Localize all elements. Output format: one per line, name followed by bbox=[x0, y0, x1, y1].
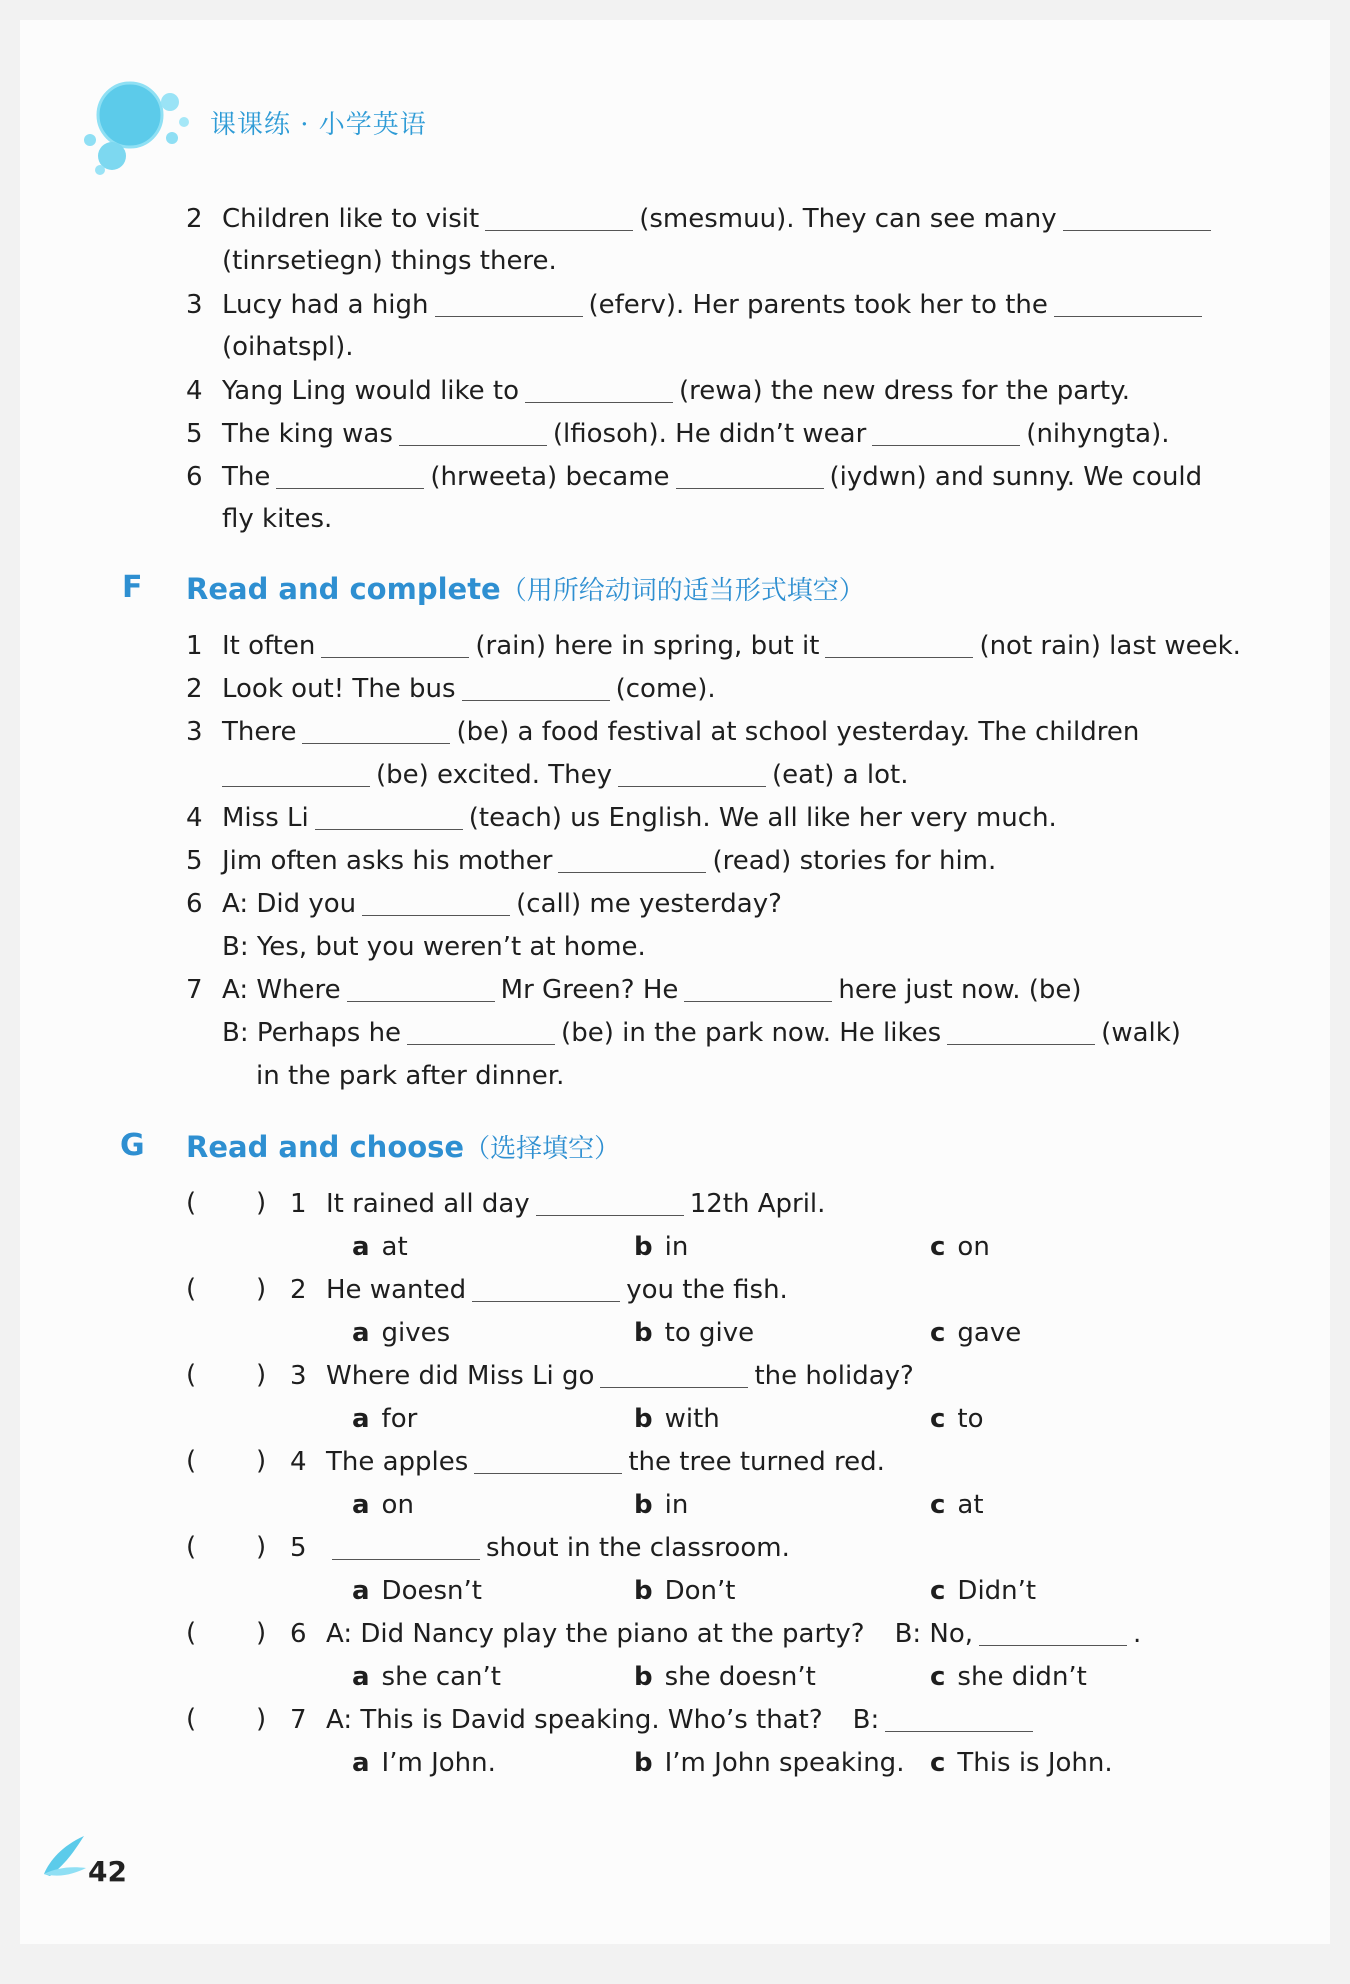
question-text: the holiday? bbox=[754, 1361, 914, 1391]
option-text: on bbox=[957, 1232, 990, 1262]
section-letter: F bbox=[122, 570, 143, 605]
answer-paren-open: ( bbox=[186, 1188, 197, 1218]
answer-blank[interactable] bbox=[399, 415, 547, 446]
question-stem bbox=[290, 1355, 914, 1397]
question-text: shout in the classroom. bbox=[486, 1533, 790, 1563]
answer-paren-close: ) bbox=[256, 1188, 267, 1218]
option-text: Doesn’t bbox=[381, 1576, 482, 1606]
list-item-cont: B: Yes, but you weren’t at home. bbox=[222, 932, 646, 962]
question-number: 7 bbox=[290, 1705, 307, 1735]
list-item-cont: fly kites. bbox=[222, 504, 333, 534]
answer-paren-close: ) bbox=[256, 1532, 267, 1562]
option-letter: b bbox=[634, 1232, 653, 1262]
option-c[interactable] bbox=[930, 1232, 990, 1262]
list-item: 2 Children like to visit (smesmuu). They can see many bbox=[186, 198, 1217, 240]
answer-paren-open: ( bbox=[186, 1532, 197, 1562]
answer-blank[interactable] bbox=[979, 1615, 1127, 1646]
list-item: 3 There (be) a food festival at school yesterday. The children bbox=[186, 711, 1139, 753]
option-c[interactable] bbox=[930, 1318, 1021, 1348]
option-letter: c bbox=[930, 1232, 946, 1262]
option-letter: c bbox=[930, 1404, 946, 1434]
answer-blank[interactable] bbox=[474, 1443, 622, 1474]
option-b[interactable] bbox=[634, 1232, 688, 1262]
option-text: to give bbox=[664, 1318, 755, 1348]
section-letter: G bbox=[120, 1128, 145, 1163]
answer-blank[interactable] bbox=[600, 1357, 748, 1388]
answer-blank[interactable] bbox=[462, 670, 610, 701]
option-a[interactable] bbox=[352, 1232, 408, 1262]
option-text: gives bbox=[381, 1318, 451, 1348]
option-text: in bbox=[664, 1490, 689, 1520]
option-letter: a bbox=[352, 1748, 370, 1778]
question-number: 2 bbox=[290, 1275, 307, 1305]
question-number: 3 bbox=[290, 1361, 307, 1391]
question-text: 12th April. bbox=[689, 1189, 826, 1219]
option-letter: c bbox=[930, 1490, 946, 1520]
list-item: 5 Jim often asks his mother (read) stories for him. bbox=[186, 840, 996, 882]
list-item: 5 The king was (lfiosoh). He didn’t wear (nihyngta). bbox=[186, 413, 1170, 455]
section-title: Read and choose（选择填空） bbox=[186, 1130, 621, 1164]
option-letter: b bbox=[634, 1576, 653, 1606]
option-a[interactable] bbox=[352, 1318, 450, 1348]
option-b[interactable] bbox=[634, 1662, 816, 1692]
question-text: B: bbox=[852, 1705, 880, 1735]
list-item-cont: B: Perhaps he (be) in the park now. He likes (walk) bbox=[222, 1012, 1181, 1054]
list-item: 4 Miss Li (teach) us English. We all like her very much. bbox=[186, 797, 1057, 839]
option-text: for bbox=[381, 1404, 418, 1434]
leaf-icon bbox=[40, 1830, 90, 1880]
option-b[interactable] bbox=[634, 1490, 688, 1520]
option-b[interactable] bbox=[634, 1404, 720, 1434]
section-title: Read and complete（用所给动词的适当形式填空） bbox=[186, 572, 865, 606]
option-text: at bbox=[381, 1232, 408, 1262]
option-text: at bbox=[957, 1490, 984, 1520]
option-c[interactable] bbox=[930, 1748, 1113, 1778]
option-text: to bbox=[957, 1404, 984, 1434]
list-item: 6 A: Did you (call) me yesterday? bbox=[186, 883, 782, 925]
option-c[interactable] bbox=[930, 1490, 984, 1520]
answer-blank[interactable] bbox=[825, 627, 973, 658]
answer-slot[interactable] bbox=[206, 1704, 250, 1738]
list-item: 1 It often (rain) here in spring, but it (not rain) last week. bbox=[186, 625, 1241, 667]
answer-paren-open: ( bbox=[186, 1618, 197, 1648]
question-text: The apples bbox=[326, 1447, 469, 1477]
question-text: Where did Miss Li go bbox=[326, 1361, 595, 1391]
option-text: on bbox=[381, 1490, 414, 1520]
answer-blank[interactable] bbox=[222, 756, 370, 787]
question-text: B: No, bbox=[894, 1619, 974, 1649]
page-number: 42 bbox=[88, 1855, 127, 1888]
question-number: 4 bbox=[290, 1447, 307, 1477]
answer-blank[interactable] bbox=[558, 842, 706, 873]
option-a[interactable] bbox=[352, 1748, 496, 1778]
question-text: you the fish. bbox=[626, 1275, 788, 1305]
option-text: she doesn’t bbox=[664, 1662, 816, 1692]
answer-paren-open: ( bbox=[186, 1704, 197, 1734]
option-a[interactable] bbox=[352, 1404, 417, 1434]
option-text: in bbox=[664, 1232, 689, 1262]
list-item-cont: in the park after dinner. bbox=[256, 1061, 565, 1091]
answer-slot[interactable] bbox=[206, 1188, 250, 1222]
option-letter: a bbox=[352, 1232, 370, 1262]
list-item: 2 Look out! The bus (come). bbox=[186, 668, 716, 710]
answer-blank[interactable] bbox=[276, 458, 424, 489]
option-c[interactable] bbox=[930, 1404, 984, 1434]
option-b[interactable] bbox=[634, 1748, 904, 1778]
question-number: 1 bbox=[290, 1189, 307, 1219]
question-stem bbox=[290, 1527, 790, 1569]
option-text: I’m John speaking. bbox=[664, 1748, 905, 1778]
answer-slot[interactable] bbox=[206, 1360, 250, 1394]
question-text: He wanted bbox=[326, 1275, 467, 1305]
answer-blank[interactable] bbox=[362, 885, 510, 916]
list-item: 6 The (hrweeta) became (iydwn) and sunny. We could bbox=[186, 456, 1202, 498]
answer-blank[interactable] bbox=[332, 1529, 480, 1560]
question-stem bbox=[290, 1441, 885, 1483]
option-letter: c bbox=[930, 1576, 946, 1606]
option-text: Don’t bbox=[664, 1576, 736, 1606]
answer-blank[interactable] bbox=[676, 458, 824, 489]
option-text: Didn’t bbox=[957, 1576, 1037, 1606]
option-letter: b bbox=[634, 1748, 653, 1778]
answer-slot[interactable] bbox=[206, 1532, 250, 1566]
list-item: 7 A: Where Mr Green? He here just now. (be) bbox=[186, 969, 1082, 1011]
question-stem bbox=[290, 1183, 825, 1225]
answer-blank[interactable] bbox=[485, 200, 633, 231]
option-letter: b bbox=[634, 1404, 653, 1434]
question-number: 5 bbox=[290, 1533, 307, 1563]
option-b[interactable] bbox=[634, 1318, 754, 1348]
header-title: 课课练 · 小学英语 bbox=[210, 110, 427, 140]
answer-slot[interactable] bbox=[206, 1618, 250, 1652]
option-text: with bbox=[664, 1404, 720, 1434]
answer-paren-open: ( bbox=[186, 1446, 197, 1476]
answer-blank[interactable] bbox=[302, 713, 450, 744]
list-item-cont: (be) excited. They (eat) a lot. bbox=[216, 754, 908, 796]
answer-paren-close: ) bbox=[256, 1446, 267, 1476]
answer-blank[interactable] bbox=[684, 971, 832, 1002]
answer-blank[interactable] bbox=[536, 1185, 684, 1216]
answer-blank[interactable] bbox=[315, 799, 463, 830]
answer-paren-close: ) bbox=[256, 1360, 267, 1390]
answer-blank[interactable] bbox=[872, 415, 1020, 446]
answer-paren-close: ) bbox=[256, 1704, 267, 1734]
answer-slot[interactable] bbox=[206, 1446, 250, 1480]
question-text: It rained all day bbox=[326, 1189, 530, 1219]
option-letter: a bbox=[352, 1318, 370, 1348]
worksheet-page bbox=[20, 20, 1330, 1944]
option-text: This is John. bbox=[957, 1748, 1113, 1778]
option-b[interactable] bbox=[634, 1576, 736, 1606]
answer-paren-open: ( bbox=[186, 1360, 197, 1390]
option-letter: b bbox=[634, 1318, 653, 1348]
list-item-cont: (oihatspl). bbox=[222, 332, 354, 362]
question-text: the tree turned red. bbox=[628, 1447, 885, 1477]
answer-blank[interactable] bbox=[435, 286, 583, 317]
option-letter: c bbox=[930, 1662, 946, 1692]
list-item: 4 Yang Ling would like to (rewa) the new dress for the party. bbox=[186, 370, 1130, 412]
option-a[interactable] bbox=[352, 1576, 482, 1606]
question-stem bbox=[290, 1613, 1141, 1655]
answer-paren-close: ) bbox=[256, 1274, 267, 1304]
option-letter: c bbox=[930, 1748, 946, 1778]
question-number: 6 bbox=[290, 1619, 307, 1649]
answer-paren-open: ( bbox=[186, 1274, 197, 1304]
answer-paren-close: ) bbox=[256, 1618, 267, 1648]
option-text: she didn’t bbox=[957, 1662, 1087, 1692]
answer-blank[interactable] bbox=[472, 1271, 620, 1302]
option-letter: a bbox=[352, 1490, 370, 1520]
question-text: . bbox=[1133, 1619, 1142, 1649]
option-letter: a bbox=[352, 1662, 370, 1692]
answer-blank[interactable] bbox=[407, 1014, 555, 1045]
question-stem bbox=[290, 1269, 788, 1311]
option-text: she can’t bbox=[381, 1662, 501, 1692]
option-a[interactable] bbox=[352, 1490, 414, 1520]
option-c[interactable] bbox=[930, 1662, 1087, 1692]
answer-blank[interactable] bbox=[1054, 286, 1202, 317]
question-stem bbox=[290, 1699, 1039, 1741]
answer-blank[interactable] bbox=[947, 1014, 1095, 1045]
answer-blank[interactable] bbox=[885, 1701, 1033, 1732]
list-item-cont: (tinrsetiegn) things there. bbox=[222, 246, 557, 276]
bubbles-logo bbox=[60, 60, 200, 190]
list-item: 3 Lucy had a high (eferv). Her parents took her to the bbox=[186, 284, 1208, 326]
question-text: A: Did Nancy play the piano at the party? bbox=[326, 1619, 865, 1649]
option-c[interactable] bbox=[930, 1576, 1036, 1606]
answer-slot[interactable] bbox=[206, 1274, 250, 1308]
answer-blank[interactable] bbox=[618, 756, 766, 787]
answer-blank[interactable] bbox=[321, 627, 469, 658]
option-letter: c bbox=[930, 1318, 946, 1348]
answer-blank[interactable] bbox=[347, 971, 495, 1002]
option-letter: b bbox=[634, 1662, 653, 1692]
option-a[interactable] bbox=[352, 1662, 501, 1692]
answer-blank[interactable] bbox=[1063, 200, 1211, 231]
question-text: A: This is David speaking. Who’s that? bbox=[326, 1705, 823, 1735]
option-letter: a bbox=[352, 1404, 370, 1434]
option-text: gave bbox=[957, 1318, 1022, 1348]
option-letter: b bbox=[634, 1490, 653, 1520]
option-text: I’m John. bbox=[381, 1748, 496, 1778]
option-letter: a bbox=[352, 1576, 370, 1606]
answer-blank[interactable] bbox=[525, 372, 673, 403]
